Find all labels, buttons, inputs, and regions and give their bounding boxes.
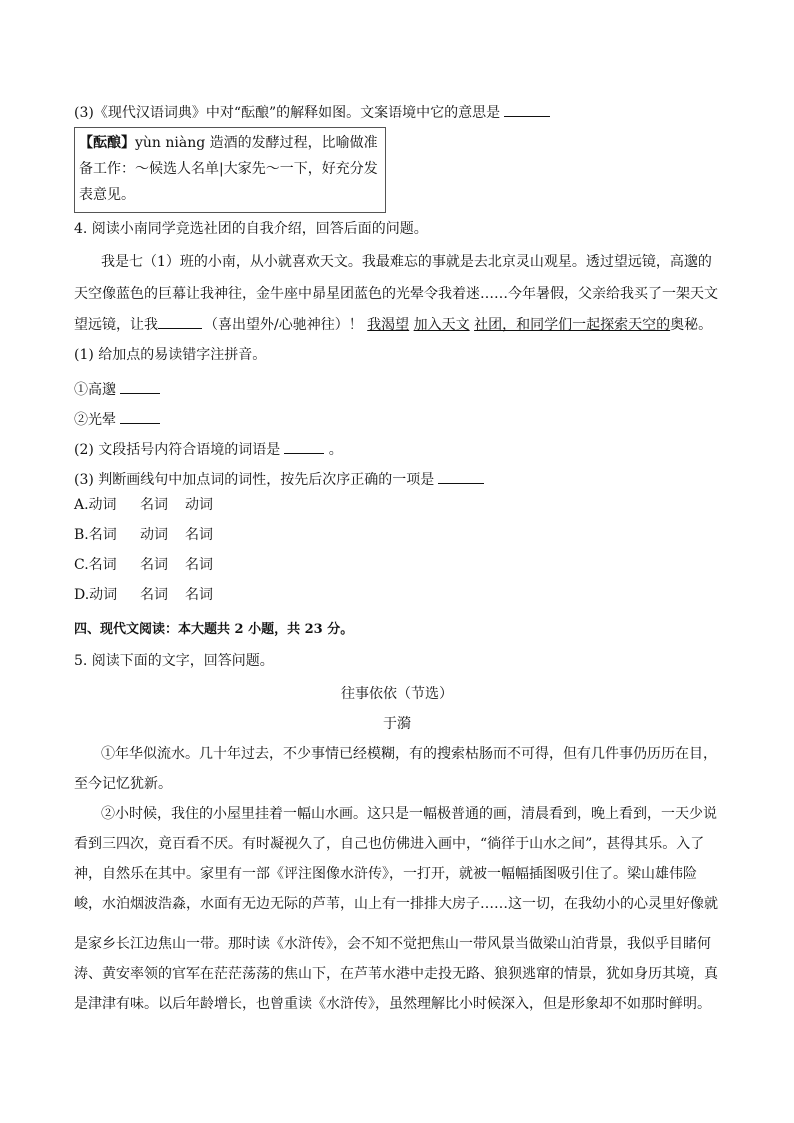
- answer-blank[interactable]: [284, 439, 324, 454]
- option-a[interactable]: [74, 495, 213, 515]
- dict-definition: yùn niàng 造酒的发酵过程，比喻做准备工作：～候选人名单|大家先～一下，好充分发表意见。: [79, 135, 378, 203]
- question-4-1-b: [74, 409, 160, 430]
- paragraph-2-line: ②小时候，我住的小屋里挂着一幅山水画。这只是一幅极普通的画，清晨看到，晚上看到，一天少说: [101, 806, 717, 822]
- dictionary-entry-box: [74, 127, 386, 213]
- question-text: (3)《现代汉语词典》中对“酝酿”的解释如图。文案语境中它的意思是: [74, 105, 501, 121]
- option-word: 名词: [140, 497, 168, 513]
- passage-line-2: 天空像蓝色的巨幕让我神往，金牛座中昴星团蓝色的光晕令我着迷……今年暑假，父亲给我买了一架天文: [74, 286, 718, 302]
- underlined-text: 我渴望: [367, 317, 410, 333]
- option-c[interactable]: [74, 555, 213, 575]
- article-author: 于漪: [383, 716, 411, 732]
- underlined-text: 加入天文: [413, 317, 470, 333]
- question-4-2: [74, 439, 343, 460]
- question-text: 。: [328, 442, 343, 458]
- option-word: 动词: [140, 527, 168, 543]
- paragraph-2-line: 看到三四次，竟百看不厌。有时凝视久了，自己也仿佛进入画中，“徜徉于山水之间”，甚得其乐。入了: [74, 836, 705, 852]
- question-4-1: (1) 给加点的易读错字注拼音。: [74, 347, 267, 363]
- answer-blank[interactable]: [120, 409, 160, 424]
- passage-line-1: 我是七（1）班的小南，从小就喜欢天文。我最难忘的事就是去北京灵山观星。透过望远镜，高邈的: [101, 254, 712, 270]
- paragraph-2-line: 峻，水泊烟波浩淼，水面有无边无际的芦苇，山上有一排排大房子……这一切，在我幼小的心灵里好像就: [74, 896, 718, 912]
- option-word: 名词: [140, 587, 168, 603]
- dict-headword: 【酝酿】: [79, 135, 135, 151]
- passage-line-3: [74, 314, 712, 335]
- option-label: D.动词: [74, 587, 118, 603]
- paragraph-1-line: ①年华似流水。几十年过去，不少事情已经模糊，有的搜索枯肠而不可得，但有几件事仍历历在目，: [101, 746, 717, 762]
- item-label: ②光晕: [74, 412, 116, 428]
- option-d[interactable]: [74, 585, 213, 605]
- underlined-text: 社团，和同学们一起探索天空的: [474, 317, 671, 333]
- question-text: (3) 判断画线句中加点词的词性，按先后次序正确的一项是: [74, 472, 435, 488]
- passage-text: 奥秘。: [670, 317, 713, 333]
- option-word: 名词: [185, 557, 213, 573]
- answer-blank[interactable]: [120, 379, 160, 394]
- question-text: (2) 文段括号内符合语境的词语是: [74, 442, 281, 458]
- question-5-title: 5. 阅读下面的文字，回答问题。: [74, 653, 274, 669]
- question-4-1-a: [74, 379, 160, 400]
- option-word: 动词: [185, 497, 213, 513]
- paragraph-2-line: 神，自然乐在其中。家里有一部《评注图像水浒传》，一打开，就被一幅幅插图吸引住了。梁山雄伟险: [74, 866, 697, 882]
- option-word: 名词: [185, 527, 213, 543]
- section-heading: 四、现代文阅读：本大题共 2 小题，共 23 分。: [74, 622, 354, 637]
- option-b[interactable]: [74, 525, 213, 545]
- passage-text: 望远镜，让我: [74, 317, 158, 333]
- question-3-prompt: [74, 102, 550, 123]
- item-label: ①高邈: [74, 382, 116, 398]
- question-4-3: [74, 469, 484, 490]
- option-label: B.名词: [74, 527, 117, 543]
- paragraph-2-line: 是津津有味。以后年龄增长，也曾重读《水浒传》，虽然理解比小时候深入，但是形象却不如那时鲜明。: [74, 996, 711, 1012]
- paragraph-1-line: 至今记忆犹新。: [74, 776, 172, 792]
- option-word: 名词: [140, 557, 168, 573]
- paragraph-2-line: 涛、黄安率领的官军在茫茫荡荡的焦山下，在芦苇水港中走投无路、狼狈逃窜的情景，犹如身历其境，真: [74, 966, 718, 982]
- option-word: 名词: [185, 587, 213, 603]
- paragraph-2-line: 是家乡长江边焦山一带。那时读《水浒传》，会不知不觉把焦山一带风景当做梁山泊背景，我似乎目睹何: [74, 936, 711, 952]
- question-4-title: 4. 阅读小南同学竞选社团的自我介绍，回答后面的问题。: [74, 221, 428, 237]
- option-label: C.名词: [74, 557, 117, 573]
- answer-blank[interactable]: [504, 102, 550, 117]
- option-label: A.动词: [74, 497, 117, 513]
- answer-blank[interactable]: [158, 314, 202, 329]
- answer-blank[interactable]: [438, 469, 484, 484]
- article-title: 往事依依（节选）: [341, 686, 453, 702]
- passage-text: （喜出望外/心驰神往）！: [204, 317, 363, 333]
